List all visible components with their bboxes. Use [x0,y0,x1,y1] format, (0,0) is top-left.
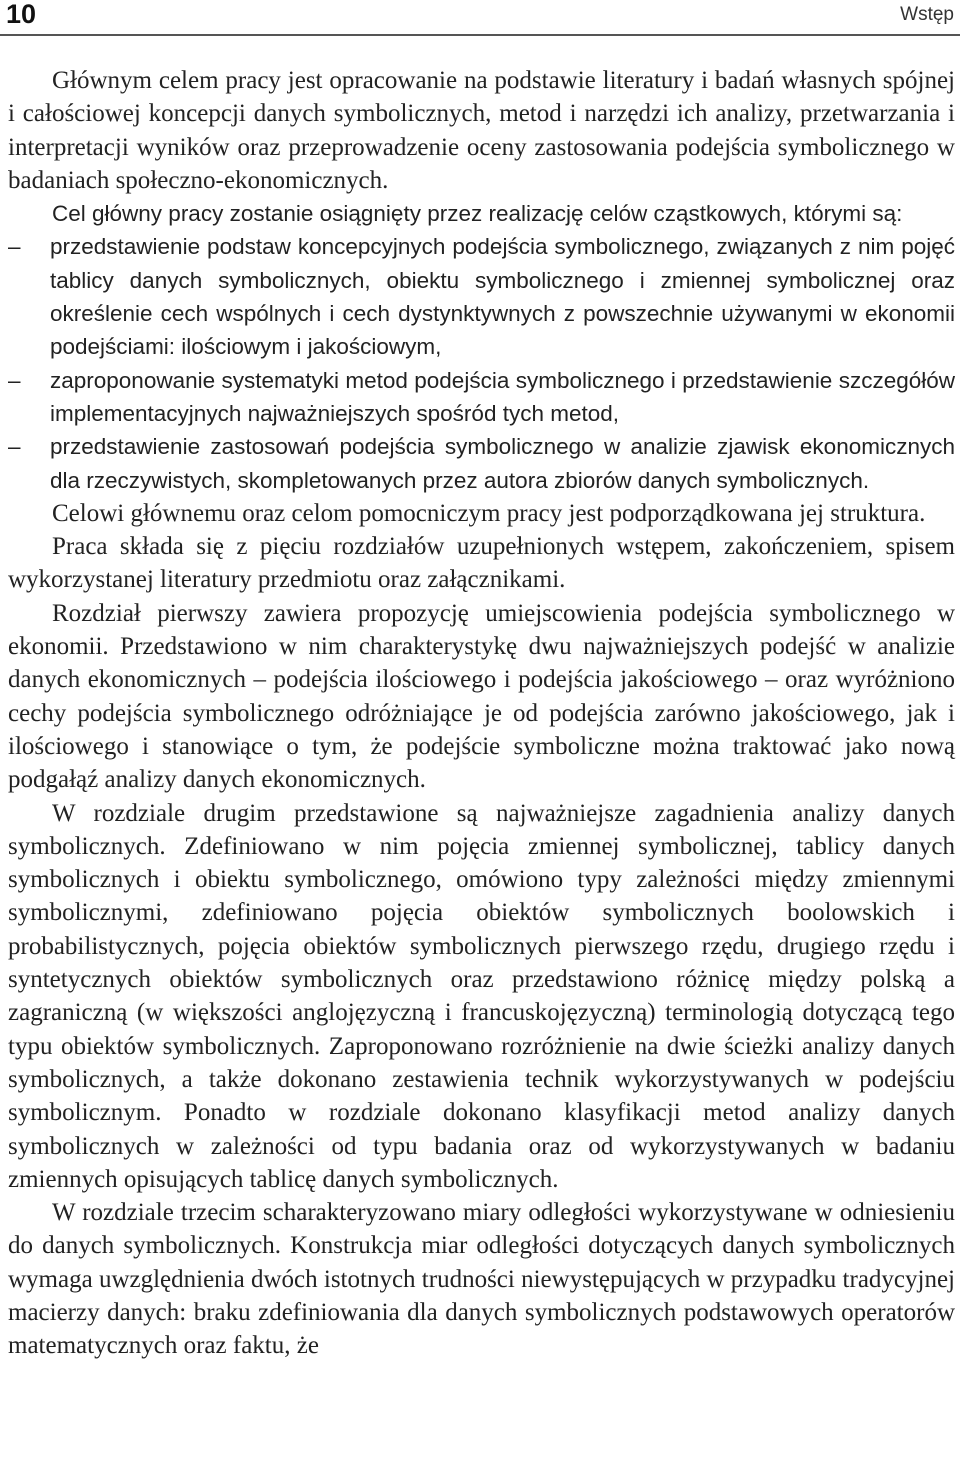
list-item [8,364,955,431]
header-rule [0,34,960,36]
objectives-list [8,230,955,496]
paragraph: W rozdziale trzecim scharakteryzowano miary odległości wykorzystywane w odniesieniu do danych symbolicznych. Konstrukcja miar odległości dotyczących danych symbolicznych wymaga uwzględnienia dwóch istotnych trudności niewystępujących w przypadku tradycyjnej macierzy danych: braku zdefiniowania dla danych symbolicznych podstawowych operatorów matematycznych oraz faktu, że [8,1199,955,1360]
list-dash: – [8,367,21,393]
list-item-text: zaproponowanie systematyki metod podejścia symbolicznego i przedstawienie szczegółów implementacyjnych najważniejszych spośród tych metod, [50,367,955,426]
list-item-text: przedstawienie podstaw koncepcyjnych podejścia symbolicznego, związanych z nim pojęć tablicy danych symbolicznych, obiektu symbolicznego i zmiennej symbolicznej oraz określenie cech wspólnych i cech dystynktywnych z powszechnie używanymi w ekonomii podejściami: ilościowym i jakościowym, [50,234,955,360]
paragraph: Cel główny pracy zostanie osiągnięty przez realizację celów cząstkowych, którymi są: [52,201,903,227]
list-dash: – [8,434,21,460]
paragraph: W rozdziale drugim przedstawione są najważniejsze zagadnienia analizy danych symbolicznych. Zdefiniowano w nim pojęcia zmiennej symbolicznej, tablicy danych symbolicznych i obiektu symbolicznego, omówiono typy zależności między zmiennymi symbolicznymi, zdefiniowano pojęcia obiektów symbolicznych boolowskich i probabilistycznych, pojęcia obiektów symbolicznych pierwszego rzędu, drugiego rzędu i syntetycznych obiektów symbolicznych oraz przedstawiono różnicę między polską a zagraniczną (w większości anglojęzyczną i francuskojęzyczną) terminologią dotyczącą tego typu obiektów symbolicznych. Zaproponowano rozróżnienie na dwie ścieżki analizy danych symbolicznych, a także dokonano zestawienia technik wykorzystywanych w podejściu symbolicznym. Ponadto w rozdziale dokonano klasyfikacji metod analizy danych symbolicznych w zależności od typu badania oraz od wykorzystywanych w badaniu zmiennych opisujących tablicę danych symbolicznych. [8,799,955,1193]
list-item [8,430,955,497]
paragraph: Praca składa się z pięciu rozdziałów uzupełnionych wstępem, zakończeniem, spisem wykorzystanej literatury przedmiotu oraz załącznikami. [8,533,955,594]
body-text [8,64,955,1363]
paragraph: Rozdział pierwszy zawiera propozycję umiejscowienia podejścia symbolicznego w ekonomii. Przedstawiono w nim charakterystykę dwu najważniejszych podejść w analizie danych ekonomicznych – podejścia ilościowego i podejścia jakościowego – oraz wyróżniono cechy podejścia symbolicznego odróżniające je od podejścia zarówno jakościowego, jak i ilościowego i stanowiące o tym, że podejście symboliczne można traktować jako nową podgałąź analizy danych ekonomicznych. [8,599,955,794]
list-item-text: przedstawienie zastosowań podejścia symbolicznego w analizie zjawisk ekonomicznych dla rzeczywistych, skompletowanych przez autora zbiorów danych symbolicznych. [50,434,955,493]
page-number: 10 [6,0,37,29]
paragraph: Celowi głównemu oraz celom pomocniczym pracy jest podporządkowana jej struktura. [52,499,926,527]
list-dash: – [8,234,21,260]
paragraph: Głównym celem pracy jest opracowanie na podstawie literatury i badań własnych spójnej i całościowej koncepcji danych symbolicznych, metod i narzędzi ich analizy, przetwarzania i interpretacji wyników oraz przeprowadzenie oceny zastosowania podejścia symbolicznego w badaniach społeczno-ekonomicznych. [8,67,955,194]
section-title: Wstęp [900,4,954,25]
running-header [0,0,960,32]
list-item [8,230,955,363]
